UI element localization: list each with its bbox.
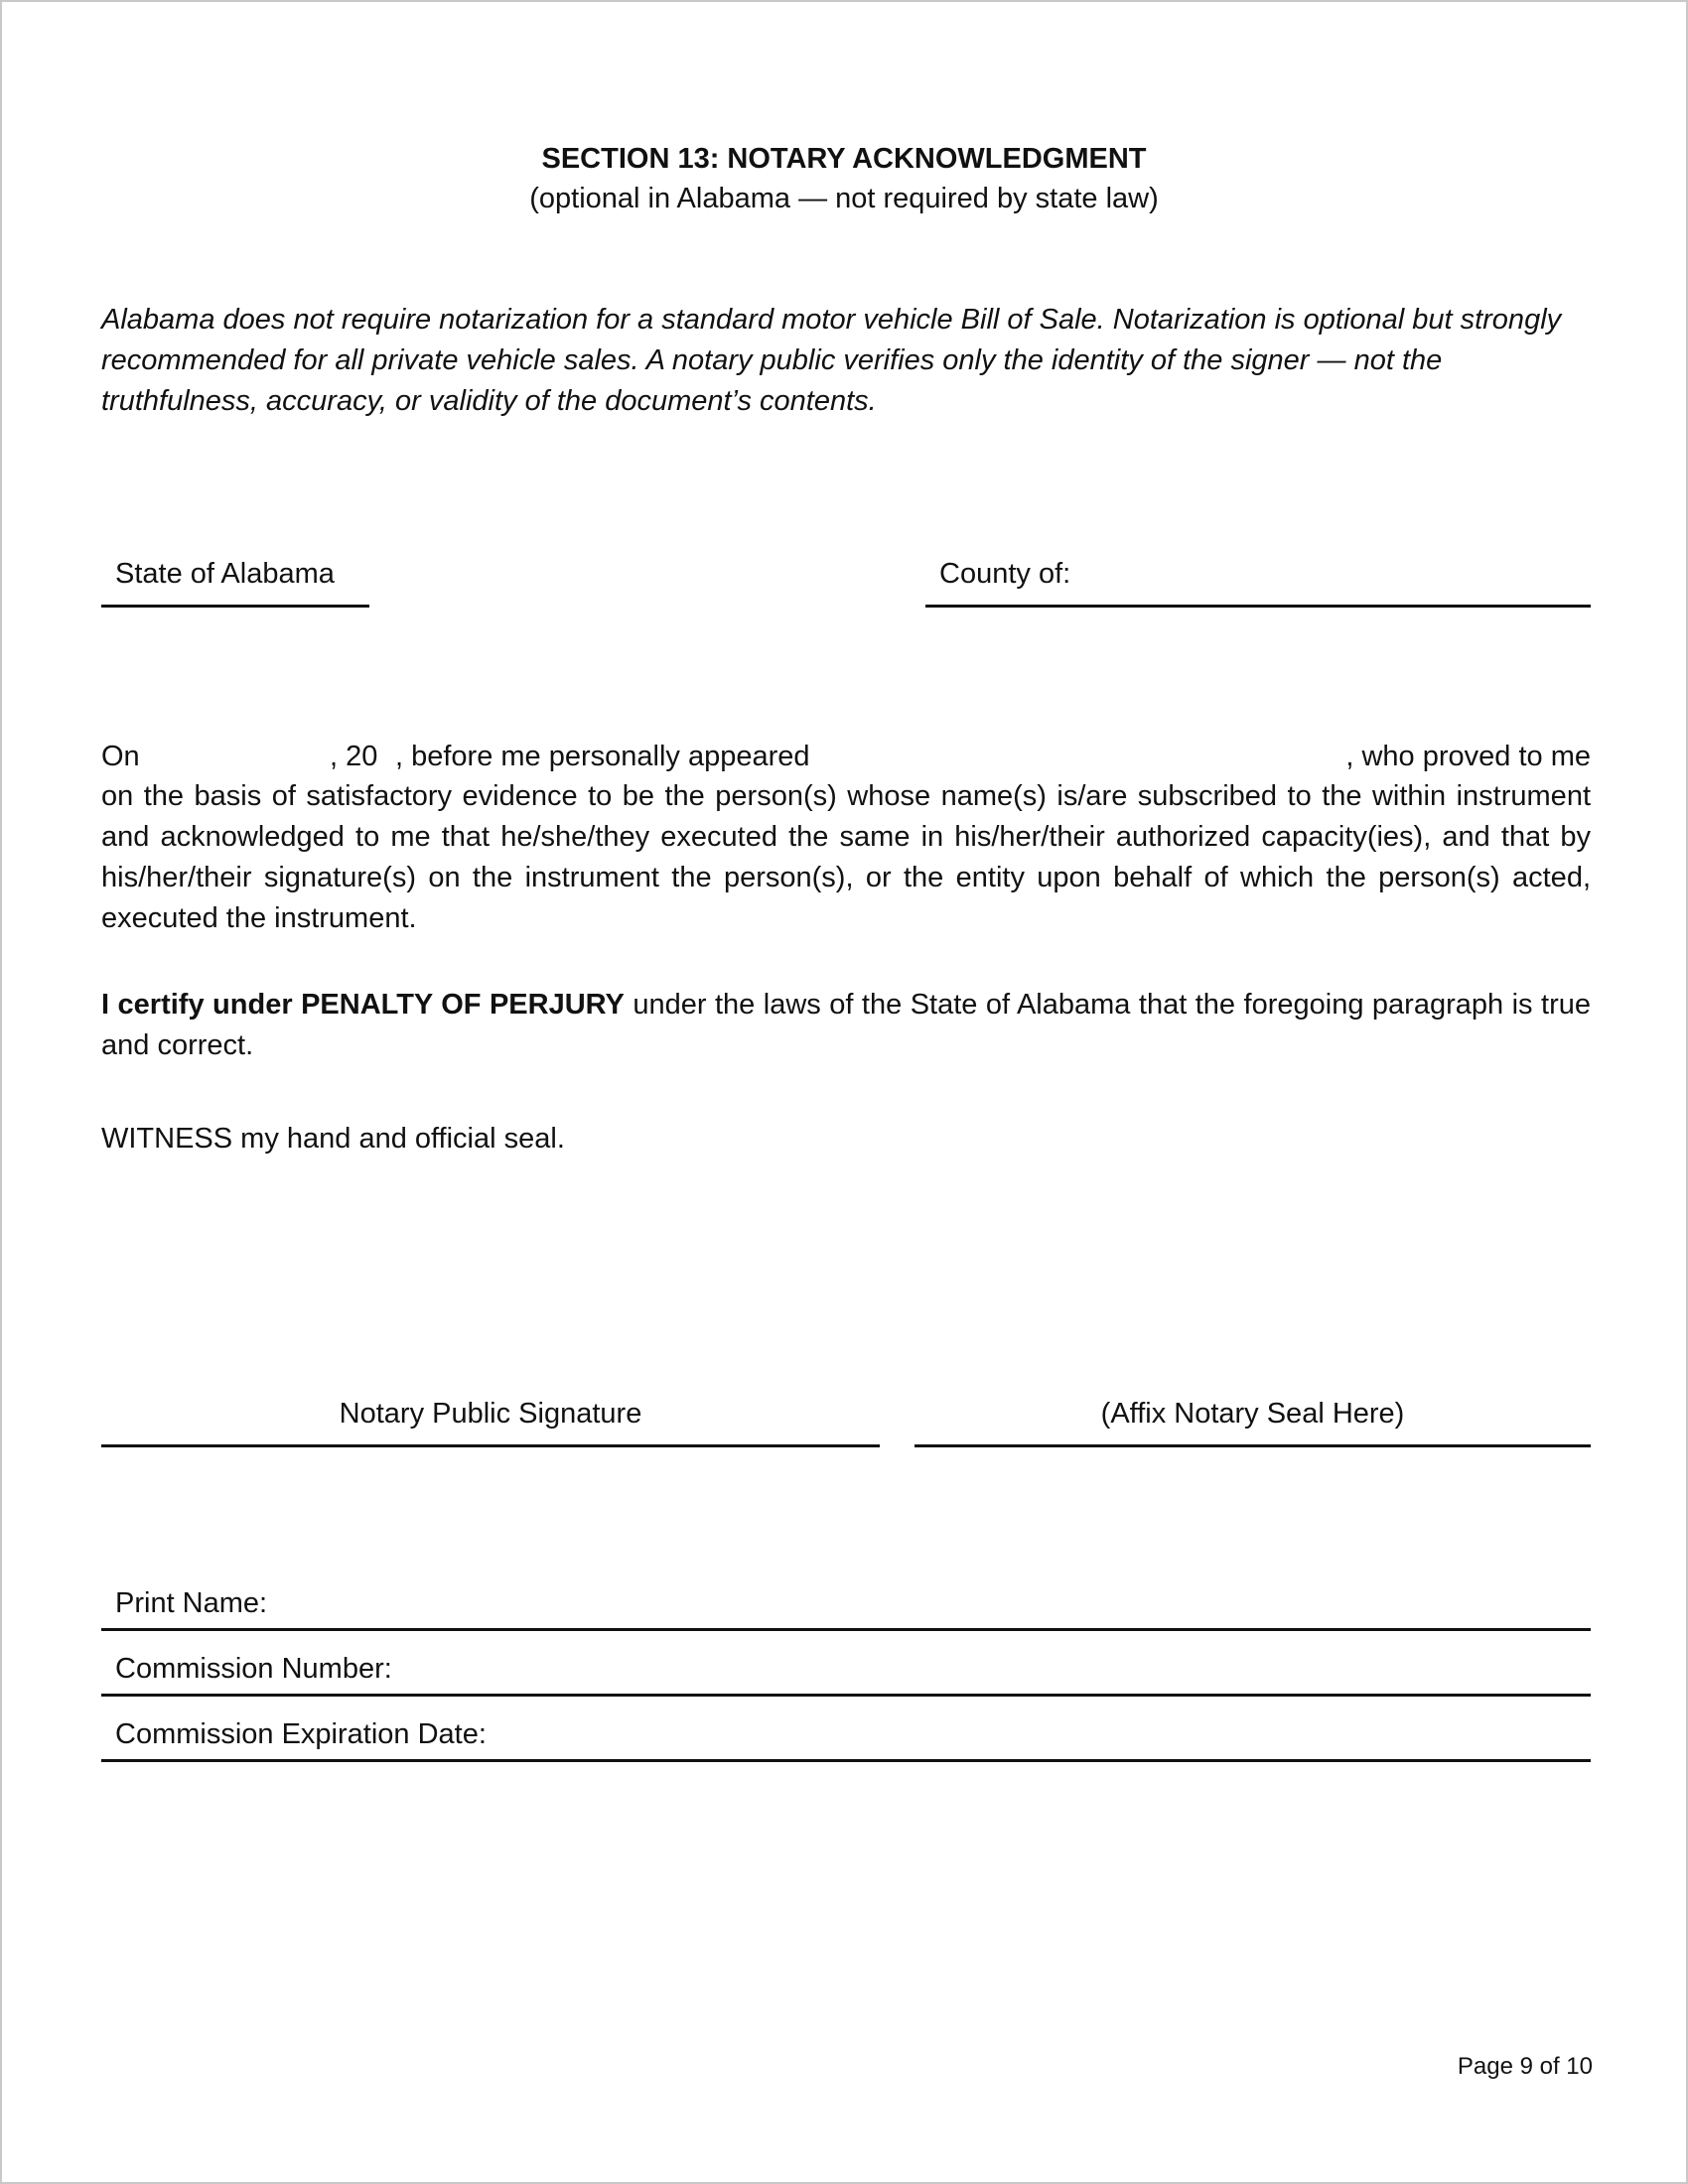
acknowledgment-paragraph: on the basis of satisfactory evidence to be the person(s) whose name(s) is/are subscribed to the within instrument and acknowledged to me that he/she/they executed the same in his/her/their authorized capacity(ies), and that by his/her/their signature(s) on the instrument the person(s), or the entity upon behalf of which the person(s) acted, executed the instrument.	[101, 780, 1591, 934]
certification-bold: I certify under PENALTY OF PERJURY	[101, 989, 625, 1021]
print-name-field[interactable]	[101, 1583, 1591, 1631]
ack-proved-text: , who proved to me	[1345, 741, 1591, 772]
certification-text: under the laws of the State of Alabama that the foregoing paragraph is true and correct.	[101, 989, 1591, 1061]
commission-expiration-label: Commission Expiration Date:	[115, 1718, 487, 1750]
county-label: County of:	[939, 558, 1071, 590]
ack-before-text: , before me personally appeared	[395, 741, 810, 772]
notary-signature-label: Notary Public Signature	[339, 1398, 642, 1430]
page-number: Page 9 of 10	[1457, 2053, 1593, 2080]
commission-expiration-field[interactable]	[101, 1714, 1591, 1762]
state-field[interactable]	[101, 556, 369, 608]
ack-year-text: , 20	[330, 741, 378, 772]
notary-signature-field[interactable]	[101, 1394, 880, 1447]
certification-paragraph	[101, 985, 1591, 1066]
witness-statement: WITNESS my hand and official seal.	[101, 1123, 565, 1155]
section-subtitle: (optional in Alabama — not required by state law)	[529, 183, 1159, 214]
commission-number-field[interactable]	[101, 1649, 1591, 1697]
commission-number-label: Commission Number:	[115, 1653, 392, 1685]
notary-seal-label: (Affix Notary Seal Here)	[1100, 1398, 1405, 1430]
ack-on-text: On	[101, 741, 140, 772]
notary-seal-field[interactable]	[914, 1394, 1591, 1447]
acknowledgment-first-line	[101, 737, 1591, 776]
county-field[interactable]	[925, 556, 1591, 608]
intro-notice: Alabama does not require notarization for a standard motor vehicle Bill of Sale. Notarization is optional but strongly recommended for all private vehicle sales. A notary public verifies only the identity of the signer — not the truthfulness, accuracy, or validity of the document’s contents.	[101, 304, 1562, 417]
print-name-label: Print Name:	[115, 1587, 268, 1619]
section-title: SECTION 13: NOTARY ACKNOWLEDGMENT	[541, 143, 1147, 175]
state-label: State of Alabama	[115, 558, 335, 590]
